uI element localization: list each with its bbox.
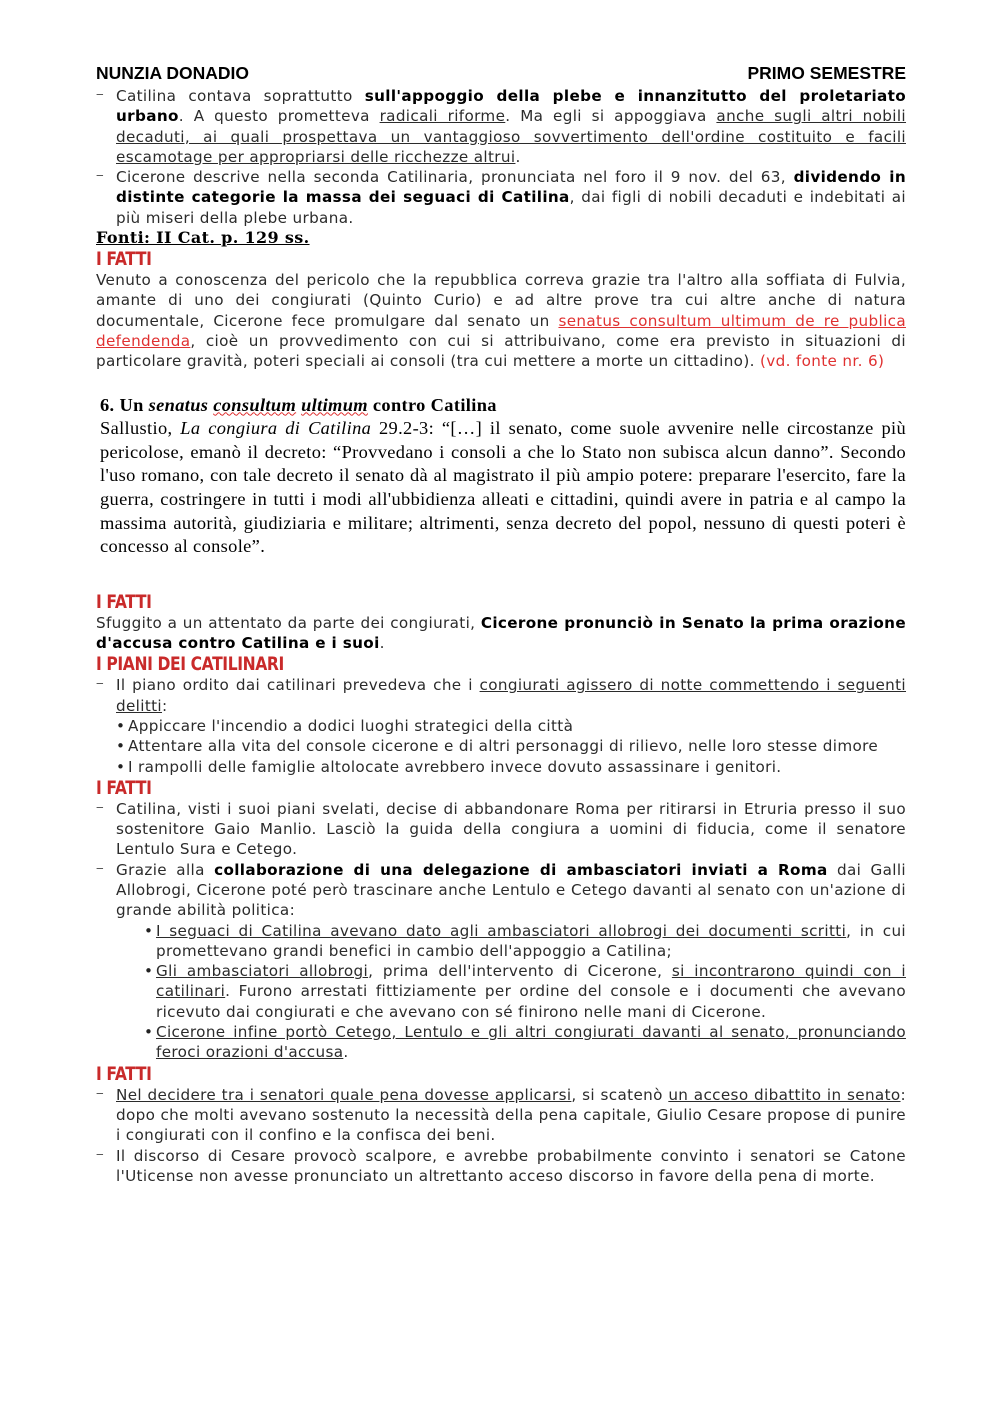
- list-item: ‒ Nel decidere tra i senatori quale pena dovesse applicarsi, si scatenò un acceso dibattito in senato: dopo che molti avevano sostenuto la necessità della pena capitale, Giulio Cesare propose di punire i congiurati con il confino e la confisca dei beni.: [96, 1085, 906, 1146]
- bullet-item: • Appiccare l'incendio a dodici luoghi strategici della città: [116, 716, 906, 736]
- list-item: ‒ Cicerone descrive nella seconda Catilinaria, pronunciata nel foro il 9 nov. del 63, dividendo in distinte categorie la massa dei seguaci di Catilina, dai figli di nobili decaduti e indebitati ai più miseri della plebe urbana.: [96, 167, 906, 228]
- source-quote: [100, 394, 906, 559]
- section-heading: I FATTI: [96, 590, 152, 613]
- author-name: NUNZIA DONADIO: [96, 63, 249, 83]
- document-page: [96, 60, 906, 1186]
- section-heading: I FATTI: [96, 1062, 152, 1085]
- bullet-item: • Attentare alla vita del console cicerone e di altri personaggi di rilievo, nelle loro stesse dimore: [116, 736, 906, 756]
- list-item: ‒ Il discorso di Cesare provocò scalpore, e avrebbe probabilmente convinto i senatori se Catone l'Uticense non avesse pronunciato un altrettanto acceso discorso in favore della pena di morte.: [96, 1146, 906, 1187]
- paragraph: Sfuggito a un attentato da parte dei congiurati, Cicerone pronunciò in Senato la prima orazione d'accusa contro Catilina e i suoi.: [96, 613, 906, 653]
- list-item: ‒ Grazie alla collaborazione di una delegazione di ambasciatori inviati a Roma dai Galli Allobrogi, Cicerone poté però trascinare anche Lentulo e Cetego davanti al senato con un'azione di grande abilità politica:: [96, 860, 906, 921]
- source-reference: (vd. fonte nr. 6): [759, 352, 885, 371]
- list-item: ‒ Catilina contava soprattutto sull'appoggio della plebe e innanzitutto del proletariato urbano. A questo prometteva radicali riforme. Ma egli si appoggiava anche sugli altri nobili decaduti, ai quali prospettava un vantaggioso sovvertimento dell'ordine costituito e facili escamotage per appropriarsi delle ricchezze altrui.: [96, 86, 906, 167]
- sources-reference: Fonti: II Cat. p. 129 ss.: [96, 228, 310, 248]
- quote-title: 6. Un senatus consultum ultimum contro Catilina: [100, 394, 497, 415]
- senatus-consultum-link: senatus consultum ultimum de re publica defendenda: [96, 311, 906, 350]
- bullet-item: • I seguaci di Catilina avevano dato agli ambasciatori allobrogi dei documenti scritti, in cui promettevano grandi benefici in cambio dell'appoggio a Catilina;: [144, 921, 906, 962]
- page-header: [96, 60, 906, 86]
- section-heading: I PIANI DEI CATILINARI: [96, 653, 284, 676]
- list-item: ‒ Il piano ordito dai catilinari prevedeva che i congiurati agissero di notte commettendo i seguenti delitti:: [96, 675, 906, 716]
- bullet-item: • I rampolli delle famiglie altolocate avrebbero invece dovuto assassinare i genitori.: [116, 757, 906, 777]
- body-text: [96, 86, 906, 1186]
- paragraph: Venuto a conoscenza del pericolo che la repubblica correva grazie tra l'altro alla soffiata di Fulvia, amante di uno dei congiurati (Quinto Curio) e ad altre prove tra cui altre anche di natura documentale, Cicerone fece promulgare dal senato un senatus consultum ultimum de re publica defendenda, cioè un provvedimento con cui si attribuivano, come era previsto in situazioni di particolare gravità, poteri speciali ai consoli (tra cui mettere a morte un cittadino). (vd. fonte nr. 6): [96, 271, 906, 371]
- quote-body: Sallustio, La congiura di Catilina 29.2-3: “[…] il senato, come suole avvenire nelle circostanze più pericolose, emanò il decreto: “Provvedano i consoli a che lo Stato non subisca alcun danno”. Secondo l'uso romano, con tale decreto il senato dà al magistrato il più ampio potere: preparare l'esercito, fare la guerra, costringere in tutti i modi all'ubbidienza alleati e cittadini, quindi avere in patria e al campo la massima autorità, giudiziaria e militare; altrimenti, senza decreto del popol, nessuno di questi poteri è concesso al console”.: [100, 418, 907, 557]
- bullet-item: • Cicerone infine portò Cetego, Lentulo e gli altri congiurati davanti al senato, pronunciando feroci orazioni d'accusa.: [144, 1022, 906, 1063]
- semester-label: PRIMO SEMESTRE: [747, 63, 906, 83]
- bullet-item: • Gli ambasciatori allobrogi, prima dell'intervento di Cicerone, si incontrarono quindi con i catilinari. Furono arrestati fittiziamente per ordine del console e i documenti che avevano ricevuto dai congiurati e che avevano con sé finirono nelle mani di Cicerone.: [144, 961, 906, 1022]
- list-item: ‒ Catilina, visti i suoi piani svelati, decise di abbandonare Roma per ritirarsi in Etruria presso il suo sostenitore Gaio Manlio. Lasciò la guida della congiura a uomini di fiducia, come il senatore Lentulo Sura e Cetego.: [96, 799, 906, 860]
- section-heading: I FATTI: [96, 248, 152, 271]
- section-heading: I FATTI: [96, 776, 152, 799]
